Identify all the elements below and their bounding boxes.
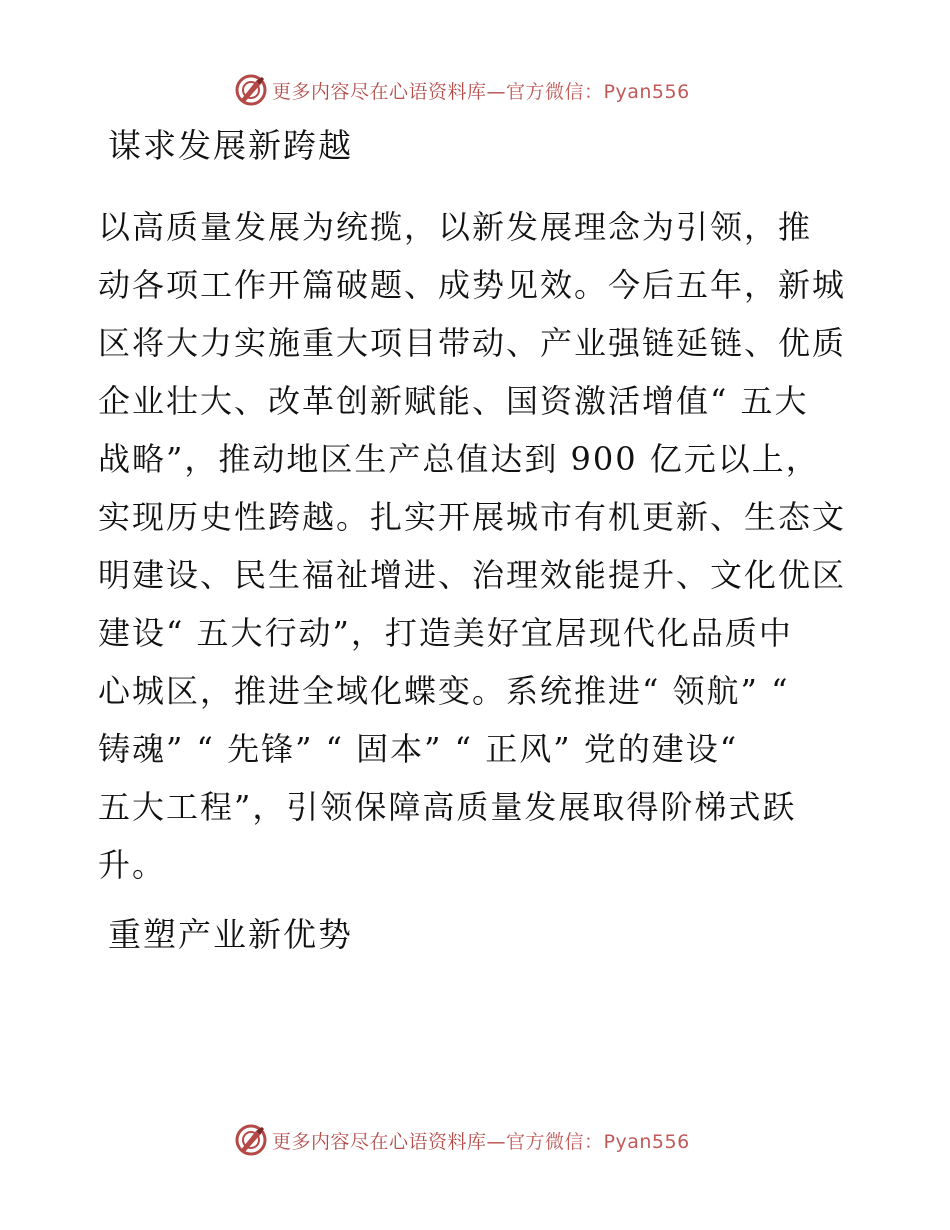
seal-logo-icon <box>234 73 268 107</box>
paragraph-line: 升。 <box>98 846 167 884</box>
body-paragraph <box>98 198 858 894</box>
section-heading-2: 重塑产业新优势 <box>108 915 353 954</box>
paragraph-line: 明建设、民生福祉增进、治理效能提升、文化优区 <box>98 556 847 594</box>
banner-site-text: 更多内容尽在心语资料库— <box>272 1130 507 1153</box>
paragraph-line: 动各项工作开篇破题、成势见效。今后五年，新城 <box>98 266 847 304</box>
paragraph-line: 区将大力实施重大项目带动、产业强链延链、优质 <box>98 324 847 362</box>
banner-contact-text: 官方微信：Pyan556 <box>506 80 690 103</box>
paragraph-line: 以高质量发展为统揽，以新发展理念为引领，推 <box>98 208 813 246</box>
banner-text <box>272 77 690 104</box>
banner-text <box>272 1127 690 1154</box>
header-banner <box>234 72 690 108</box>
seal-logo-icon <box>234 1123 268 1157</box>
section-heading-1: 谋求发展新跨越 <box>108 126 353 165</box>
paragraph-line: 战略”，推动地区生产总值达到 900 亿元以上， <box>98 440 820 478</box>
banner-site-text: 更多内容尽在心语资料库— <box>272 80 507 103</box>
paragraph-line: 实现历史性跨越。扎实开展城市有机更新、生态文 <box>98 498 847 536</box>
footer-banner <box>234 1122 690 1158</box>
paragraph-line: 建设“ 五大行动”，打造美好宜居现代化品质中 <box>98 614 793 652</box>
paragraph-line: 心城区，推进全域化蝶变。系统推进“ 领航” “ <box>98 672 790 710</box>
paragraph-line: 铸魂” “ 先锋” “ 固本” “ 正风” 党的建设“ <box>98 730 739 768</box>
banner-contact-text: 官方微信：Pyan556 <box>506 1130 690 1153</box>
paragraph-line: 五大工程”，引领保障高质量发展取得阶梯式跃 <box>98 788 797 826</box>
paragraph-line: 企业壮大、改革创新赋能、国资激活增值“ 五大 <box>98 382 809 420</box>
